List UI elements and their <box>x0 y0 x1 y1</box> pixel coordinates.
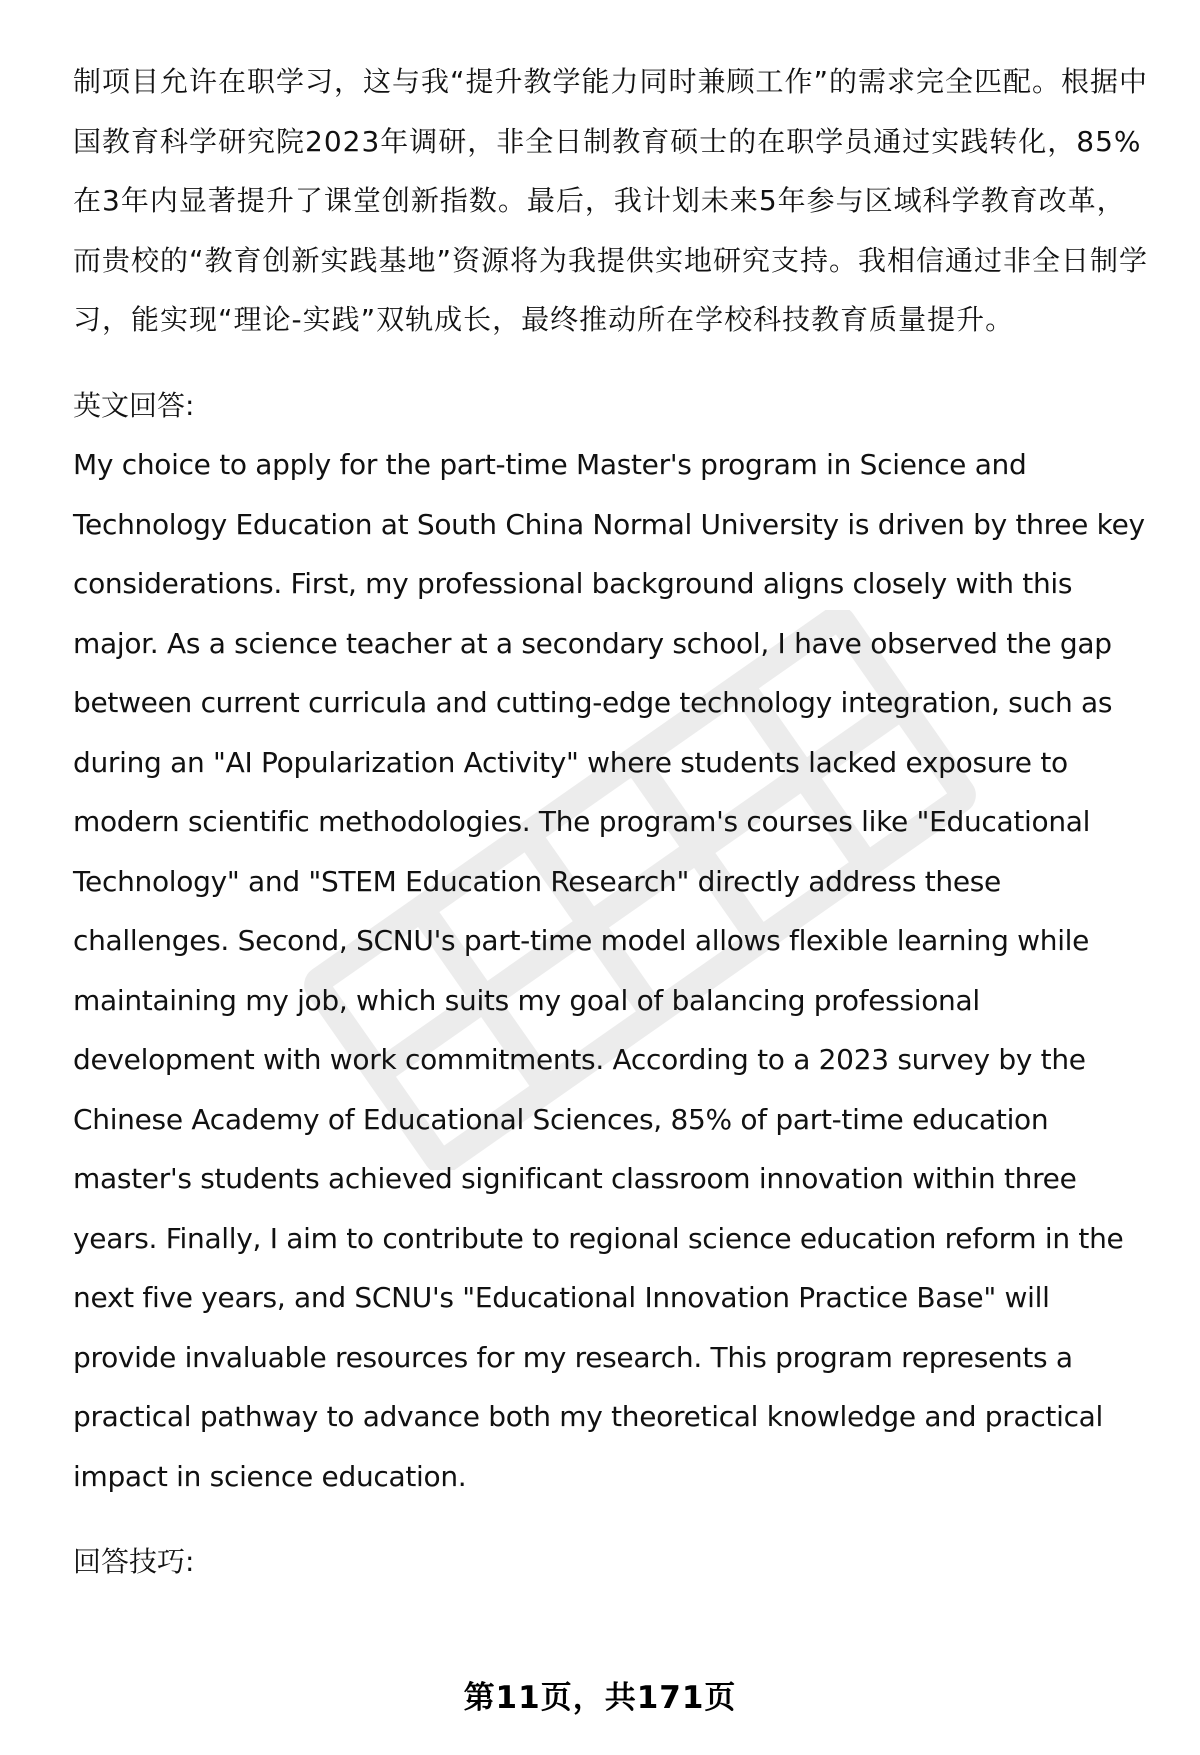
paragraph-spacer <box>73 350 1153 376</box>
english-answer-paragraph: My choice to apply for the part-time Master's program in Science and Technology Education at South China Normal University is driven by three key considerations. First, my professional background aligns closely with this major. As a science teacher at a secondary school, I have observed the gap between current curricula and cutting-edge technology integration, such as during an "AI Popularization Activity" where students lacked exposure to modern scientific methodologies. The program's courses like "Educational Technology" and "STEM Education Research" directly address these challenges. Second, SCNU's part-time model allows flexible learning while maintaining my job, which suits my goal of balancing professional development with work commitments. According to a 2023 survey by the Chinese Academy of Educational Sciences, 85% of part-time education master's students achieved significant classroom innovation within three years. Finally, I aim to contribute to regional science education reform in the next five years, and SCNU's "Educational Innovation Practice Base" will provide invaluable resources for my research. This program represents a practical pathway to advance both my theoretical knowledge and practical impact in science education. <box>73 448 1145 1493</box>
paragraph-spacer <box>73 1506 1153 1532</box>
chinese-answer-paragraph: 制项目允许在职学习，这与我“提升教学能力同时兼顾工作”的需求完全匹配。根据中国教育科学研究院2023年调研，非全日制教育硕士的在职学员通过实践转化，85%在3年内显著提升了课堂创新指数。最后，我计划未来5年参与区域科学教育改革，而贵校的“教育创新实践基地”资源将为我提供实地研究支持。我相信通过非全日制学习，能实现“理论-实践”双轨成长，最终推动所在学校科技教育质量提升。 <box>73 65 1149 336</box>
document-content <box>73 52 1153 1592</box>
page-number-footer: 第11页，共171页 <box>463 1680 737 1716</box>
english-answer-heading: 英文回答: <box>73 388 195 422</box>
answer-tips-heading: 回答技巧: <box>73 1545 195 1578</box>
